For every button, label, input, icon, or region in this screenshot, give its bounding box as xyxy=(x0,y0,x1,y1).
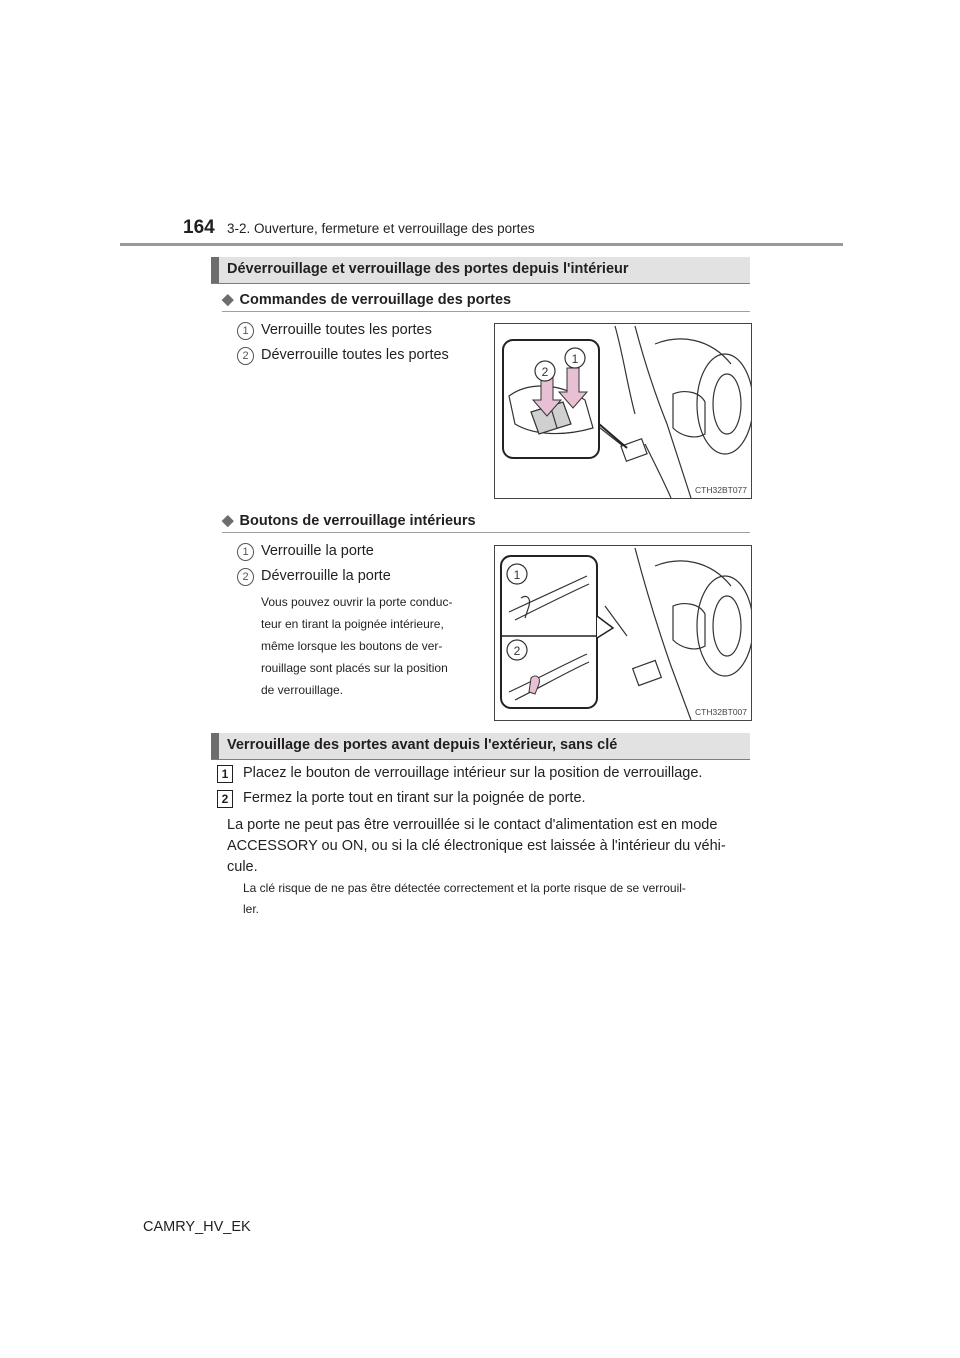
item-number-badge: 1 xyxy=(237,322,254,340)
figure-door-lock-switch-drawing xyxy=(495,324,751,498)
subheading-door-lock-switches xyxy=(222,290,511,308)
paragraph-line: cule. xyxy=(227,859,258,875)
item-lock-all-text: Verrouille toutes les portes xyxy=(261,322,432,338)
item-lock-door-text: Verrouille la porte xyxy=(261,543,374,559)
note-line: La clé risque de ne pas être détectée correctement et la porte risque de se verrouil- xyxy=(243,881,686,895)
section-heading-outside xyxy=(211,733,750,760)
diamond-bullet-icon: ◆ xyxy=(222,291,234,308)
callout-label: 1 xyxy=(571,352,579,366)
footer-model-code: CAMRY_HV_EK xyxy=(143,1219,251,1235)
callout-label: 2 xyxy=(541,365,549,379)
note-line: rouillage sont placés sur la position xyxy=(261,661,448,675)
paragraph-line: La porte ne peut pas être verrouillée si le contact d'alimentation est en mode xyxy=(227,817,718,833)
note-line: même lorsque les boutons de ver- xyxy=(261,639,443,653)
figure-inside-lock-drawing xyxy=(495,546,751,720)
subheading-text: Boutons de verrouillage intérieurs xyxy=(239,513,476,529)
item-unlock-all-text: Déverrouille toutes les portes xyxy=(261,347,449,363)
chapter-title: 3-2. Ouverture, fermeture et verrouillage des portes xyxy=(227,221,535,236)
page-number: 164 xyxy=(183,217,215,238)
section-heading-inside xyxy=(211,257,750,284)
diamond-bullet-icon: ◆ xyxy=(222,512,234,529)
figure-code: CTH32BT077 xyxy=(695,485,747,495)
subheading-text: Commandes de verrouillage des portes xyxy=(239,292,512,308)
step-text: Placez le bouton de verrouillage intérieur sur la position de verrouillage. xyxy=(243,765,703,781)
item-number-badge: 2 xyxy=(237,568,254,586)
section-heading-marker xyxy=(211,733,219,759)
subheading-divider xyxy=(222,532,750,533)
figure-code: CTH32BT007 xyxy=(695,707,747,717)
section-heading-marker xyxy=(211,257,219,283)
section-heading-text: Verrouillage des portes avant depuis l'extérieur, sans clé xyxy=(227,737,618,753)
note-line: ler. xyxy=(243,902,260,916)
callout-label: 1 xyxy=(513,568,521,582)
section-heading-text: Déverrouillage et verrouillage des portes depuis l'intérieur xyxy=(227,261,629,277)
step-number-badge: 2 xyxy=(217,790,233,808)
item-unlock-door-text: Déverrouille la porte xyxy=(261,568,391,584)
figure-door-lock-switch xyxy=(494,323,752,499)
callout-label: 2 xyxy=(513,644,521,658)
header-divider xyxy=(120,243,843,246)
subheading-divider xyxy=(222,311,750,312)
subheading-inside-lock-buttons xyxy=(222,511,476,529)
note-line: de verrouillage. xyxy=(261,683,344,697)
paragraph-line: ACCESSORY ou ON, ou si la clé électronique est laissée à l'intérieur du véhi- xyxy=(227,838,726,854)
note-driver-door xyxy=(261,591,483,701)
figure-inside-lock-buttons xyxy=(494,545,752,721)
item-number-badge: 1 xyxy=(237,543,254,561)
step-number-badge: 1 xyxy=(217,765,233,783)
warning-paragraph xyxy=(227,815,752,878)
note-key-detection xyxy=(243,878,753,920)
step-text: Fermez la porte tout en tirant sur la poignée de porte. xyxy=(243,790,586,806)
item-number-badge: 2 xyxy=(237,347,254,365)
note-line: Vous pouvez ouvrir la porte conduc- xyxy=(261,595,453,609)
note-line: teur en tirant la poignée intérieure, xyxy=(261,617,444,631)
